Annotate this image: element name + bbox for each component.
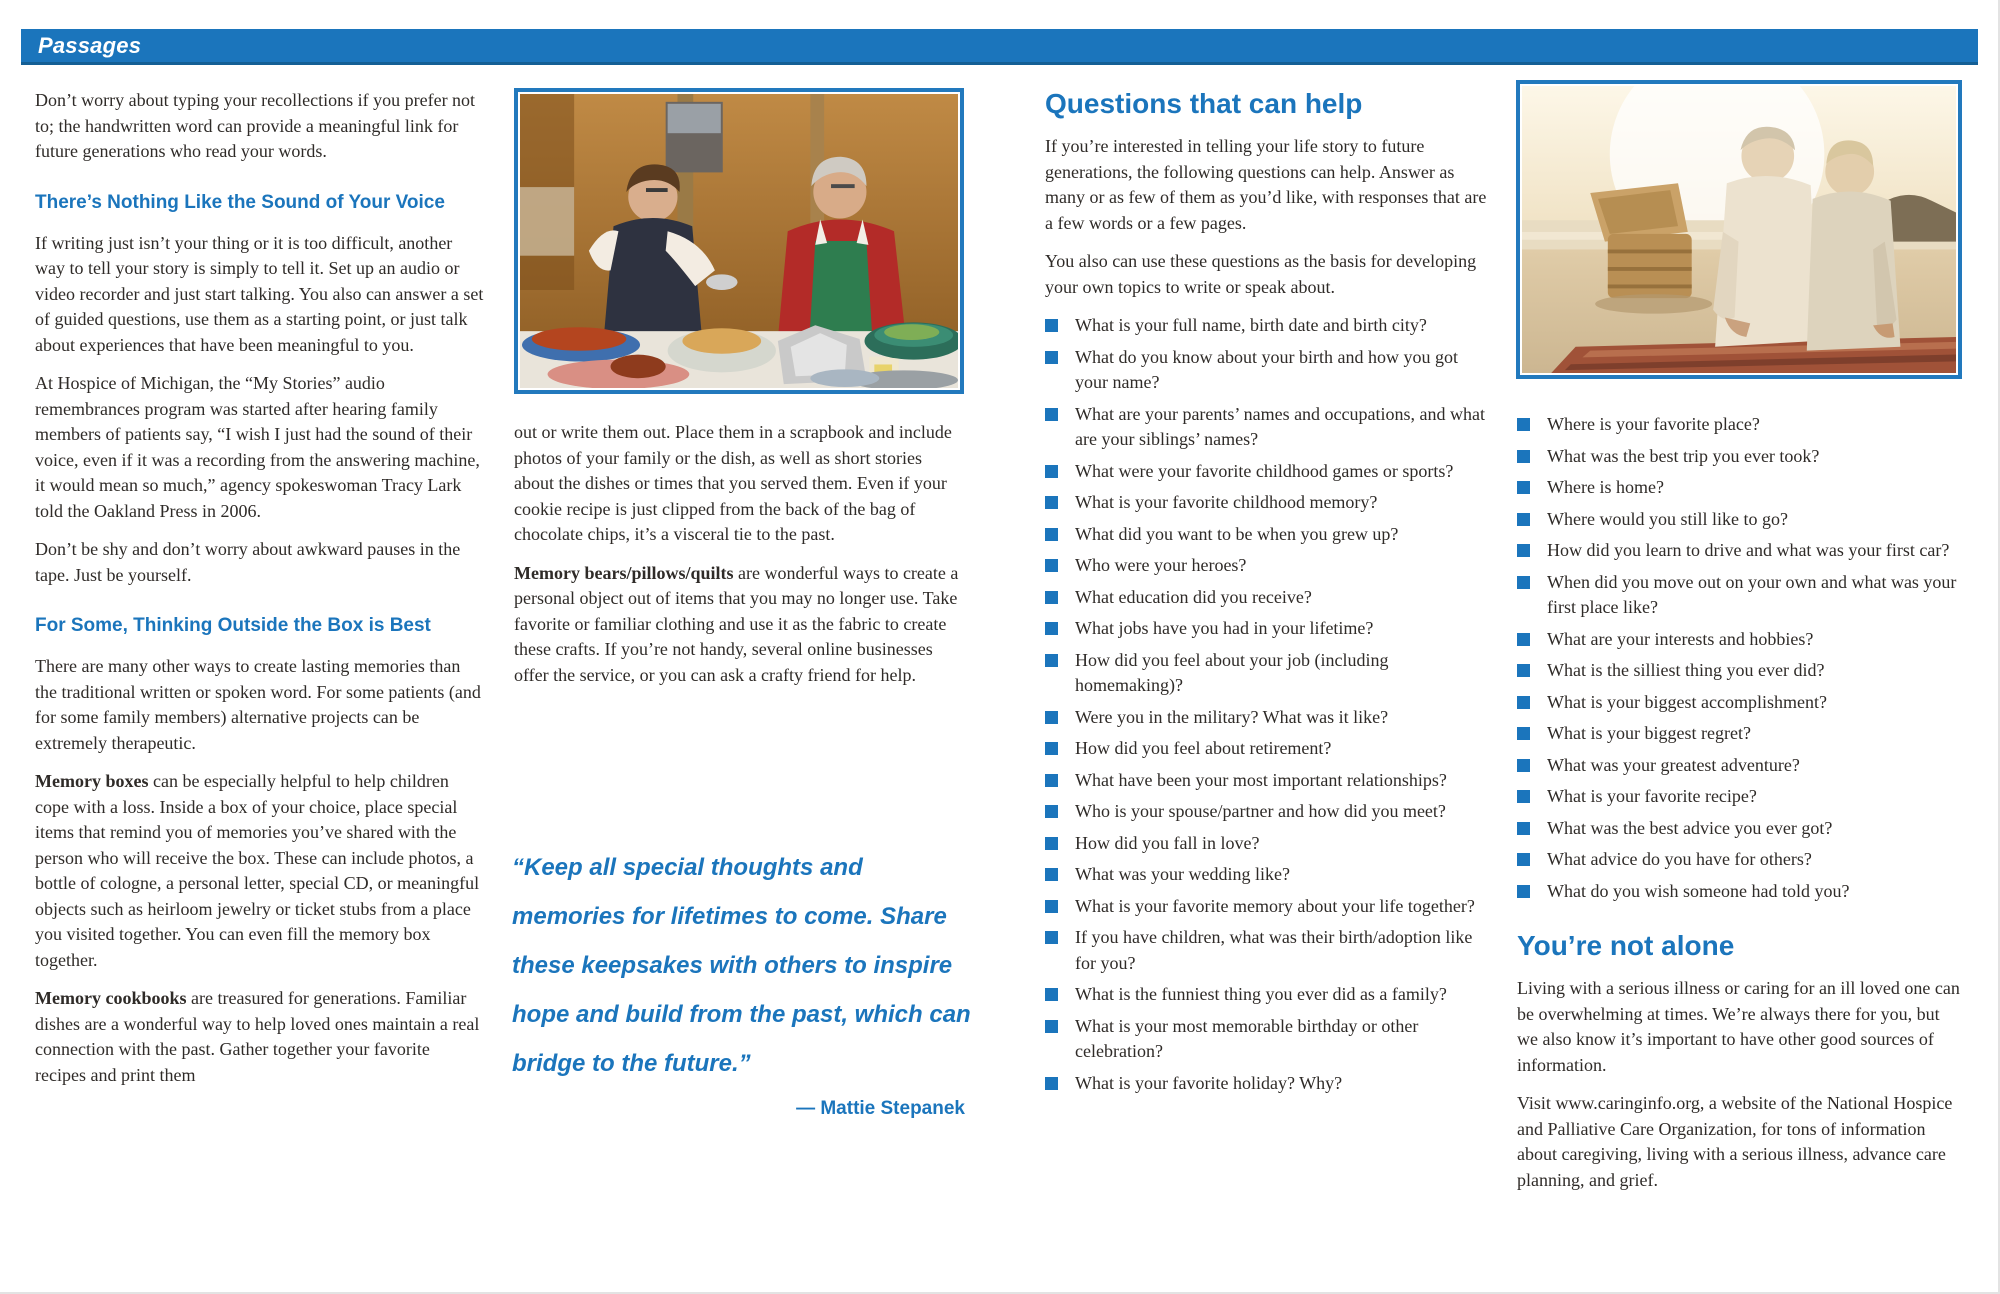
caringinfo-link[interactable]: www.caringinfo.org bbox=[1555, 1093, 1700, 1113]
question-item bbox=[1045, 648, 1485, 699]
paragraph-text: are treasured for generations. Familiar dishes are a wonderful way to help loved ones maintain a real connection with the past. Gather together your favorite recipes and print them bbox=[35, 988, 480, 1085]
paragraph: There are many other ways to create lasting memories than the traditional written or spoken word. For some patients (and for some family members) alternative projects can be extremely therapeutic. bbox=[35, 656, 481, 753]
kitchen-cooking-photo bbox=[514, 88, 964, 394]
bullet-square-icon bbox=[1045, 351, 1058, 364]
question-text: What is your full name, birth date and birth city? bbox=[1075, 315, 1427, 335]
question-item bbox=[1045, 925, 1485, 976]
bullet-square-icon bbox=[1517, 727, 1530, 740]
bullet-square-icon bbox=[1517, 418, 1530, 431]
bullet-square-icon bbox=[1045, 591, 1058, 604]
page-title: Passages bbox=[38, 32, 142, 58]
question-text: What education did you receive? bbox=[1075, 586, 1312, 607]
question-text: What is your favorite recipe? bbox=[1547, 786, 1757, 806]
question-text: Who were your heroes? bbox=[1075, 555, 1247, 575]
question-text: What is the funniest thing you ever did as a family? bbox=[1075, 984, 1447, 1004]
question-text: Where would you still like to go? bbox=[1547, 508, 1788, 529]
memory-bears-lead: Memory bears/pillows/quilts bbox=[514, 562, 734, 583]
question-text: What was your wedding like? bbox=[1075, 864, 1290, 884]
question-item bbox=[1045, 313, 1485, 339]
question-item bbox=[1045, 345, 1485, 396]
bullet-square-icon bbox=[1045, 931, 1058, 944]
bullet-square-icon bbox=[1045, 319, 1058, 332]
bullet-square-icon bbox=[1517, 576, 1530, 589]
question-text: What are your parents’ names and occupations, and what are your siblings’ names? bbox=[1075, 403, 1486, 449]
section-heading-not-alone: You’re not alone bbox=[1517, 930, 1735, 961]
beach-couple-photo bbox=[1516, 80, 1962, 379]
question-item bbox=[1517, 847, 1962, 873]
bullet-square-icon bbox=[1045, 559, 1058, 572]
question-text: If you have children, what was their birth/adoption like for you? bbox=[1075, 927, 1473, 973]
question-text: How did you feel about retirement? bbox=[1075, 738, 1332, 758]
question-item bbox=[1045, 490, 1485, 516]
question-text: What is your favorite childhood memory? bbox=[1075, 492, 1378, 512]
question-text: What were your favorite childhood games or sports? bbox=[1075, 460, 1454, 481]
bullet-square-icon bbox=[1517, 696, 1530, 709]
paragraph: If writing just isn’t your thing or it is too difficult, another way to tell your story is simply to tell it. Set up an audio or video recorder and just start talking. You also can answer a set of guided questions, use them as a starting point, or just talk about experiences that have been meaningful to you. bbox=[35, 232, 484, 355]
question-item bbox=[1517, 658, 1962, 684]
questions-list-2 bbox=[1517, 412, 1962, 904]
question-item bbox=[1045, 1014, 1485, 1065]
bullet-square-icon bbox=[1517, 853, 1530, 866]
question-text: What is your biggest accomplishment? bbox=[1547, 691, 1827, 712]
question-text: Where is your favorite place? bbox=[1547, 414, 1760, 434]
paragraph: Living with a serious illness or caring for an ill loved one can be overwhelming at times. We’re always there for you, but we also know it’s important to have other good sources of information. bbox=[1517, 978, 1960, 1075]
question-item bbox=[1045, 705, 1485, 731]
bullet-square-icon bbox=[1517, 822, 1530, 835]
bullet-square-icon bbox=[1517, 885, 1530, 898]
bullet-square-icon bbox=[1045, 774, 1058, 787]
question-text: What are your interests and hobbies? bbox=[1547, 628, 1814, 649]
paragraph-text: , a website of the National Hospice and Palliative Care Organization, for tons of information about caregiving, living with a serious illness, advance care planning, and grief. bbox=[1517, 1093, 1953, 1190]
question-text: What is your biggest regret? bbox=[1547, 723, 1751, 743]
question-text: What was the best trip you ever took? bbox=[1547, 445, 1820, 466]
paragraph: Don’t worry about typing your recollections if you prefer not to; the handwritten word can provide a meaningful link for future generations who read your words. bbox=[35, 90, 476, 161]
memory-bears-paragraph bbox=[514, 561, 964, 689]
beach-photo-illustration bbox=[1522, 86, 1956, 373]
bullet-square-icon bbox=[1517, 544, 1530, 557]
question-item bbox=[1045, 982, 1485, 1008]
question-text: What was your greatest adventure? bbox=[1547, 754, 1800, 775]
bullet-square-icon bbox=[1517, 513, 1530, 526]
question-item bbox=[1517, 879, 1962, 905]
question-item bbox=[1517, 538, 1962, 564]
memory-boxes-paragraph bbox=[35, 769, 485, 973]
column-1 bbox=[35, 88, 485, 1101]
bullet-square-icon bbox=[1045, 988, 1058, 1001]
question-item bbox=[1517, 690, 1962, 716]
bullet-square-icon bbox=[1045, 1020, 1058, 1033]
bullet-square-icon bbox=[1045, 900, 1058, 913]
paragraph-text: Visit bbox=[1517, 1093, 1556, 1113]
question-text: How did you feel about your job (including homemaking)? bbox=[1075, 649, 1389, 695]
question-text: Were you in the military? What was it like? bbox=[1075, 706, 1389, 727]
question-item bbox=[1517, 721, 1962, 747]
question-item bbox=[1045, 799, 1485, 825]
paragraph-text: can be especially helpful to help children cope with a loss. Inside a box of your choice, place special items that remind you of memories you’ve shared with the person who will receive the box. These can include photos, a bottle of cologne, a personal letter, special CD, or meaningful objects such as heirloom jewelry or ticket stubs from a place you visited together. You can even fill the memory box together. bbox=[35, 771, 480, 970]
bullet-square-icon bbox=[1045, 408, 1058, 421]
bullet-square-icon bbox=[1517, 664, 1530, 677]
question-item bbox=[1045, 553, 1485, 579]
questions-list-1 bbox=[1045, 313, 1485, 1096]
paragraph: At Hospice of Michigan, the “My Stories” audio remembrances program was started after hearing family members of patients say, “I wish I just had the sound of their voice, even if it was a recording from the answering machine, it would mean so much,” agency spokeswoman Tracy Lark told the Oakland Press in 2006. bbox=[35, 373, 480, 521]
column-4 bbox=[1517, 404, 1965, 1206]
section-heading-outside-the-box: For Some, Thinking Outside the Box is Best bbox=[35, 615, 431, 636]
paragraph: out or write them out. Place them in a scrapbook and include photos of your family or the dish, as well as short stories about the dishes or times that you served them. Even if your cookie recipe is just clipped from the back of the bag of chocolate chips, it’s a visceral tie to the past. bbox=[514, 422, 952, 544]
question-item bbox=[1517, 816, 1962, 842]
question-item bbox=[1045, 585, 1485, 611]
paragraph: Don’t be shy and don’t worry about awkward pauses in the tape. Just be yourself. bbox=[35, 539, 461, 585]
bullet-square-icon bbox=[1045, 1077, 1058, 1090]
caringinfo-paragraph bbox=[1517, 1091, 1965, 1193]
paragraph: If you’re interested in telling your life story to future generations, the following questions can help. Answer as many or as few of them as you’d like, with responses that are a few words or a few pages. bbox=[1045, 136, 1487, 233]
question-text: What do you wish someone had told you? bbox=[1547, 880, 1850, 901]
pull-quote-block bbox=[512, 843, 980, 1120]
question-item bbox=[1045, 768, 1485, 794]
question-item bbox=[1517, 753, 1962, 779]
bullet-square-icon bbox=[1045, 711, 1058, 724]
question-text: What have been your most important relationships? bbox=[1075, 769, 1447, 790]
column-3 bbox=[1045, 88, 1495, 1102]
question-text: What advice do you have for others? bbox=[1547, 849, 1812, 869]
bullet-square-icon bbox=[1045, 496, 1058, 509]
question-item bbox=[1045, 894, 1485, 920]
quote-attribution: — Mattie Stepanek bbox=[796, 1098, 965, 1119]
bullet-square-icon bbox=[1045, 622, 1058, 635]
question-text: What did you want to be when you grew up? bbox=[1075, 523, 1399, 544]
pull-quote: “Keep all special thoughts and memories for lifetimes to come. Share these keepsakes with others to inspire hope and build from the past, which can bridge to the future.” bbox=[512, 854, 971, 1077]
question-item bbox=[1045, 736, 1485, 762]
bullet-square-icon bbox=[1045, 465, 1058, 478]
section-heading-questions: Questions that can help bbox=[1045, 88, 1363, 119]
question-text: What is your favorite holiday? Why? bbox=[1075, 1072, 1343, 1093]
question-text: Who is your spouse/partner and how did you meet? bbox=[1075, 801, 1446, 821]
question-item bbox=[1517, 507, 1962, 533]
question-item bbox=[1517, 475, 1962, 501]
question-item bbox=[1517, 412, 1962, 438]
memory-cookbooks-lead: Memory cookbooks bbox=[35, 988, 187, 1008]
memory-boxes-lead: Memory boxes bbox=[35, 771, 149, 791]
question-text: What do you know about your birth and how you got your name? bbox=[1075, 346, 1458, 392]
bullet-square-icon bbox=[1045, 742, 1058, 755]
column-2 bbox=[514, 420, 964, 701]
paragraph-text: are wonderful ways to create a personal object out of items that you may no longer use. Take favorite or familiar clothing and use it as the fabric to create these crafts. If you’re not handy, several online businesses offer the service, or you can ask a crafty friend for help. bbox=[514, 562, 959, 685]
question-text: What is the silliest thing you ever did? bbox=[1547, 660, 1825, 680]
question-item bbox=[1517, 444, 1962, 470]
question-item bbox=[1045, 616, 1485, 642]
section-heading-sound-of-voice: There’s Nothing Like the Sound of Your Voice bbox=[35, 191, 445, 213]
bullet-square-icon bbox=[1045, 528, 1058, 541]
bullet-square-icon bbox=[1517, 790, 1530, 803]
bullet-square-icon bbox=[1045, 654, 1058, 667]
question-item bbox=[1045, 831, 1485, 857]
question-item bbox=[1517, 570, 1962, 621]
question-text: What jobs have you had in your lifetime? bbox=[1075, 618, 1374, 638]
bullet-square-icon bbox=[1045, 868, 1058, 881]
question-item bbox=[1045, 1071, 1485, 1097]
question-item bbox=[1045, 459, 1485, 485]
bullet-square-icon bbox=[1517, 759, 1530, 772]
memory-cookbooks-paragraph bbox=[35, 986, 485, 1088]
bullet-square-icon bbox=[1517, 481, 1530, 494]
bullet-square-icon bbox=[1517, 450, 1530, 463]
page-header-banner bbox=[21, 29, 1978, 65]
question-item bbox=[1517, 784, 1962, 810]
question-text: When did you move out on your own and what was your first place like? bbox=[1547, 571, 1957, 617]
question-item bbox=[1517, 627, 1962, 653]
question-text: What is your favorite memory about your life together? bbox=[1075, 895, 1475, 916]
bullet-square-icon bbox=[1045, 837, 1058, 850]
question-text: What is your most memorable birthday or other celebration? bbox=[1075, 1015, 1419, 1061]
question-text: How did you fall in love? bbox=[1075, 832, 1260, 853]
kitchen-photo-illustration bbox=[520, 94, 958, 388]
bullet-square-icon bbox=[1517, 633, 1530, 646]
question-item bbox=[1045, 522, 1485, 548]
paragraph: You also can use these questions as the basis for developing your own topics to write or speak about. bbox=[1045, 251, 1477, 297]
question-item bbox=[1045, 402, 1485, 453]
bullet-square-icon bbox=[1045, 805, 1058, 818]
question-text: How did you learn to drive and what was your first car? bbox=[1547, 540, 1950, 560]
question-item bbox=[1045, 862, 1485, 888]
question-text: What was the best advice you ever got? bbox=[1547, 817, 1833, 838]
question-text: Where is home? bbox=[1547, 477, 1664, 497]
